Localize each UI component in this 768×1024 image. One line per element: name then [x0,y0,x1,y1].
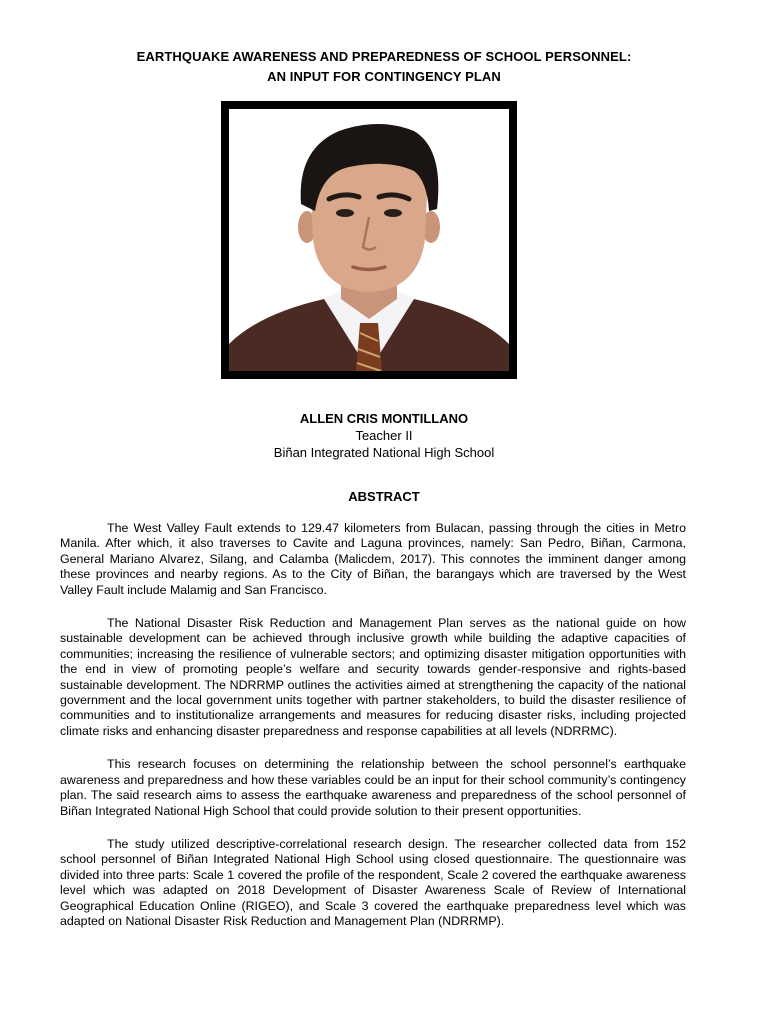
title-line-1: EARTHQUAKE AWARENESS AND PREPAREDNESS OF SCHOOL PERSONNEL: [136,49,632,64]
author-block [0,410,768,461]
abstract-paragraph-4: The study utilized descriptive-correlational research design. The researcher collected data from 152 school personnel of Biñan Integrated National High School using closed questionnaire. The questionnaire was divided into three parts: Scale 1 covered the profile of the respondent, Scale 2 covered the earthquake awareness level which was adapted on 2018 Development of Disaster Awareness Scale of Review of International Geographical Education Online (RIGEO), and Scale 3 covered the earthquake preparedness level which was adapted on National Disaster Risk Reduction and Management Plan (NDRRMP). [60,836,686,928]
author-photo-frame [221,101,517,379]
abstract-body [60,521,686,947]
author-name: ALLEN CRIS MONTILLANO [299,411,469,426]
author-position: Teacher II [355,428,413,443]
abstract-paragraph-3: This research focuses on determining the relationship between the school personnel’s earthquake awareness and preparedness and how these variables could be an input for their school community’s contingency plan. The said research aims to assess the earthquake awareness and preparedness of the school personnel of Biñan Integrated National High School that could provide solution to their present opportunities. [60,757,686,818]
title-line-2: AN INPUT FOR CONTINGENCY PLAN [267,69,501,84]
abstract-paragraph-2: The National Disaster Risk Reduction and Management Plan serves as the national guide on how sustainable development can be achieved through inclusive growth while building the adaptive capacities of communities; increasing the resilience of vulnerable sectors; and optimizing disaster mitigation opportunities with the end in view of promoting people’s welfare and security towards gender-responsive and rights-based sustainable development. The NDRRMP outlines the activities aimed at strengthening the capacity of the national government and the local government units together with partner stakeholders, to build the disaster resilience of communities and to institutionalize arrangements and measures for reducing disaster risks, including projected climate risks and enhancing disaster preparedness and response capabilities at all levels (NDRRMC). [60,616,686,738]
author-school: Biñan Integrated National High School [273,445,495,460]
author-portrait-image [229,109,509,371]
author-photo [229,109,509,371]
abstract-heading: ABSTRACT [348,489,420,504]
document-title [0,47,768,87]
abstract-paragraph-1: The West Valley Fault extends to 129.47 kilometers from Bulacan, passing through the cities in Metro Manila. After which, it also traverses to Cavite and Laguna provinces, namely: San Pedro, Biñan, Carmona, General Mariano Alvarez, Silang, and Calamba (Malicdem, 2017). This connotes the imminent danger among these provinces and nearby regions. As to the City of Biñan, the barangays which are traversed by the West Valley Fault include Malamig and San Francisco. [60,521,686,597]
